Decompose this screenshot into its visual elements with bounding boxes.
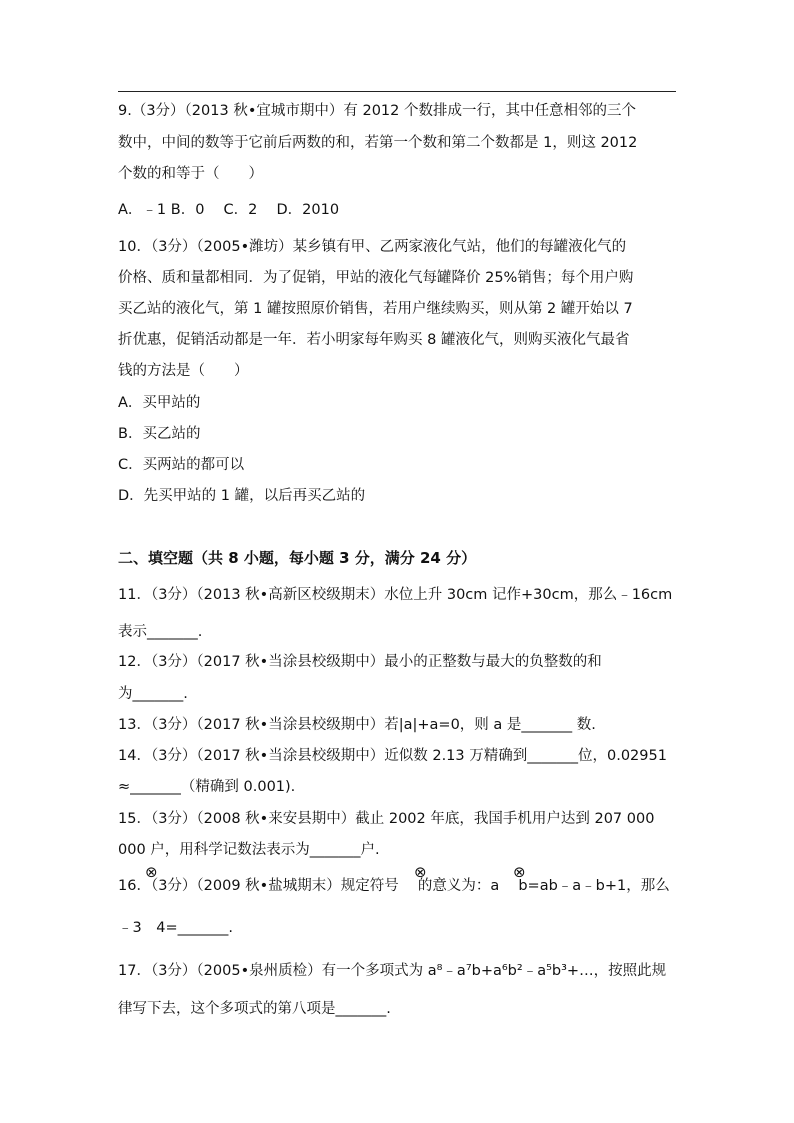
q10-option-d: D．先买甲站的 1 罐，以后再买乙站的	[118, 488, 366, 504]
q10-option-a: A．买甲站的	[118, 395, 201, 411]
q10-option-c: C．买两站的都可以	[118, 457, 245, 473]
q17-line-1: 17．（3分）（2005•泉州质检）有一个多项式为 a⁸﹣a⁷b+a⁶b²﹣a⁵b³+…，按照此规	[118, 963, 667, 979]
q12-line-1: 12．（3分）（2017 秋•当涂县校级期中）最小的正整数与最大的负整数的和	[118, 654, 602, 670]
otimes-icon: ⊗	[414, 863, 427, 881]
q14-line-1: 14．（3分）（2017 秋•当涂县校级期中）近似数 2.13 万精确到_______位，0.02951	[118, 748, 667, 764]
q10-line-5: 钱的方法是（ ）	[118, 363, 249, 379]
q16-line-1: 16．（3分）（2009 秋•盐城期末）规定符号 的意义为：a b=ab﹣a﹣b+1，那么	[118, 878, 670, 894]
otimes-icon: ⊗	[513, 863, 526, 881]
q12-line-2: 为_______.	[118, 686, 188, 702]
q9-line-1: 9.（3分）（2013 秋•宜城市期中）有 2012 个数排成一行，其中任意相邻的三个	[118, 103, 636, 119]
q15-line-2: 000 户，用科学记数法表示为_______户.	[118, 842, 380, 858]
q11-line-2: 表示_______.	[118, 624, 203, 640]
q11-line-1: 11．（3分）（2013 秋•高新区校级期末）水位上升 30cm 记作+30cm，那么﹣16cm	[118, 587, 673, 603]
q10-line-1: 10．（3分）（2005•潍坊）某乡镇有甲、乙两家液化气站，他们的每罐液化气的	[118, 239, 627, 255]
q10-option-b: B．买乙站的	[118, 426, 201, 442]
q13-line-1: 13．（3分）（2017 秋•当涂县校级期中）若|a|+a=0，则 a 是_______ 数.	[118, 717, 596, 733]
q14-line-2: ≈_______（精确到 0.001).	[118, 779, 296, 795]
q10-line-2: 价格、质和量都相同．为了促销，甲站的液化气每罐降价 25%销售；每个用户购	[118, 270, 634, 286]
otimes-icon: ⊗	[145, 863, 158, 881]
q9-options: A．﹣1 B．0 C．2 D．2010	[118, 202, 340, 218]
q16-line-2: ﹣3 4=_______.	[118, 920, 233, 936]
q10-line-4: 折优惠，促销活动都是一年．若小明家每年购买 8 罐液化气，则购买液化气最省	[118, 332, 630, 348]
header-rule	[118, 91, 676, 92]
q9-line-2: 数中，中间的数等于它前后两数的和，若第一个数和第二个数都是 1，则这 2012	[118, 135, 638, 151]
q15-line-1: 15．（3分）（2008 秋•来安县期中）截止 2002 年底，我国手机用户达到 207 000	[118, 811, 655, 827]
q10-line-3: 买乙站的液化气，第 1 罐按照原价销售，若用户继续购买，则从第 2 罐开始以 7	[118, 301, 633, 317]
q9-line-3: 个数的和等于（ ）	[118, 166, 263, 182]
section-heading: 二、填空题（共 8 小题，每小题 3 分，满分 24 分）	[118, 549, 477, 567]
q17-line-2: 律写下去，这个多项式的第八项是_______.	[118, 1001, 391, 1017]
